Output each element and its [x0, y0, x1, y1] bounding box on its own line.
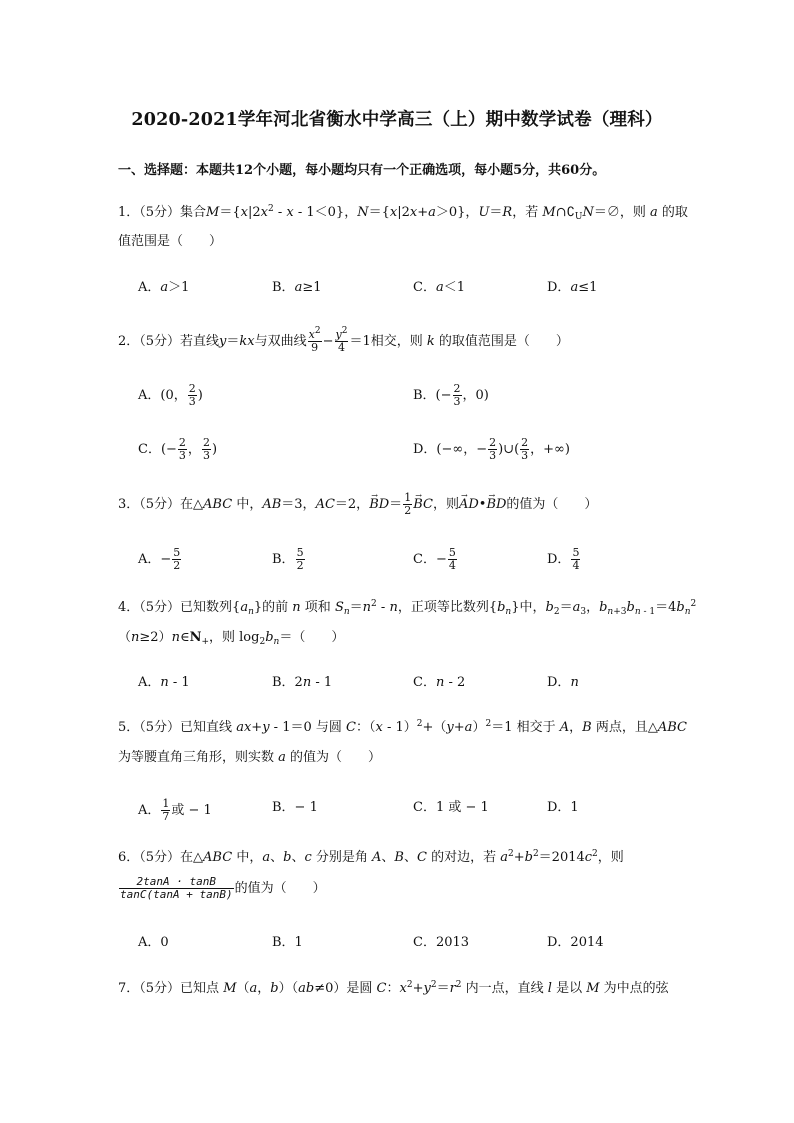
q6-option-b[interactable]: B．1 — [272, 935, 303, 950]
question-5: 5．（5分）已知直线 ax+y - 1＝0 与圆 C：$(x - 1)^2+(y+a)^2=1$ 相交于 A，B 两点，且△ABC — [118, 719, 687, 735]
q5-option-a[interactable]: A． $\frac{1}{7}$ 或 − 1 — [138, 797, 212, 823]
q4-option-a[interactable]: A．n - 1 — [138, 675, 190, 690]
q5-option-c[interactable]: C．1 或 − 1 — [413, 800, 489, 815]
q2-option-b[interactable]: B．(− $\frac{2}{3}$ ，0) — [413, 382, 489, 408]
page-title: 2020-2021学年河北省衡水中学高三（上）期中数学试卷（理科） — [131, 110, 663, 130]
question-2: 2．（5分）若直线y＝kx与双曲线 $\frac{x^2}{9}$ − $\frac{y^2}{4}$ ＝1相交，则 k 的取值范围是（ ） — [118, 326, 569, 354]
q6-option-d[interactable]: D．2014 — [547, 935, 604, 950]
q1-option-a[interactable]: A．a＞1 — [138, 280, 190, 295]
q1-option-c[interactable]: C．a＜1 — [413, 280, 465, 295]
question-6-line-2: $\frac{2\tan A \cdot \tan B}{\tan C(\tan A + \tan B)}$ 的值为（ ） — [120, 875, 326, 901]
q3-option-d[interactable]: D． $\frac{5}{4}$ — [547, 546, 580, 572]
question-7: 7．（5分）已知点 M（a，b）（ab≠0）是圆 C：$x^2+y^2=r^2$ 内一点，直线 l 是以 M 为中点的弦 — [118, 980, 669, 996]
q4-option-c[interactable]: C．n - 2 — [413, 675, 466, 690]
question-1-line-2: 值范围是（ ） — [118, 234, 223, 249]
q6-option-a[interactable]: A．0 — [138, 935, 169, 950]
question-5-line-2: 为等腰直角三角形，则实数 a 的值为（ ） — [118, 750, 382, 765]
q5-option-b[interactable]: B．− 1 — [272, 800, 318, 815]
q1-option-b[interactable]: B．a≥1 — [272, 280, 322, 295]
section-heading: 一、选择题：本题共12个小题，每小题均只有一个正确选项，每小题5分，共60分。 — [118, 163, 606, 178]
q2-option-c[interactable]: C．(− $\frac{2}{3}$ ， $\frac{2}{3}$ ) — [138, 436, 218, 462]
q1-option-d[interactable]: D．a≤1 — [547, 280, 598, 295]
q2-option-d[interactable]: D．(−∞，− $\frac{2}{3}$ )∪( $\frac{2}{3}$ ，+∞) — [413, 436, 570, 462]
q5-option-d[interactable]: D．1 — [547, 800, 579, 815]
question-4: 4．（5分）已知数列$\{a_n\}$的前 n 项和 $S_n=n^2 - n$，正项等比数列$\{b_n\}$中，$b_2=a_3$，$b_{n+3}b_{n - 1}=4b_n^2$ — [118, 599, 697, 617]
question-4-line-2: $(n\ge 2)n\in N_+$，则 $\log_2b_n=$（ ） — [118, 630, 345, 647]
q6-option-c[interactable]: C．2013 — [413, 935, 470, 950]
question-1: 1．（5分）集合$M=\{x|2x^2 - x - 1<0\}$，N＝{x|2x+a＞0}，U＝R，若 $M\cap∁_UN=\emptyset$，则 a 的取 — [118, 204, 688, 222]
q3-option-c[interactable]: C．− $\frac{5}{4}$ — [413, 546, 456, 572]
question-3: 3．（5分）在△ABC 中，AB＝3，AC＝2，→ BD＝ $\frac{1}{2}$ → BC，则→ AD•→ BD的值为（ ） — [118, 492, 597, 517]
q2-option-a[interactable]: A．(0， $\frac{2}{3}$ ) — [138, 382, 203, 408]
q3-option-a[interactable]: A．− $\frac{5}{2}$ — [138, 546, 181, 572]
q4-option-b[interactable]: B．2n - 1 — [272, 675, 333, 690]
q4-option-d[interactable]: D．n — [547, 675, 579, 690]
question-6: 6．（5分）在△ABC 中，a、b、c 分别是角 A、B、C 的对边，若 $a^2+b^2=2014c^2$，则 — [118, 849, 624, 865]
q3-option-b[interactable]: B． $\frac{5}{2}$ — [272, 546, 304, 572]
